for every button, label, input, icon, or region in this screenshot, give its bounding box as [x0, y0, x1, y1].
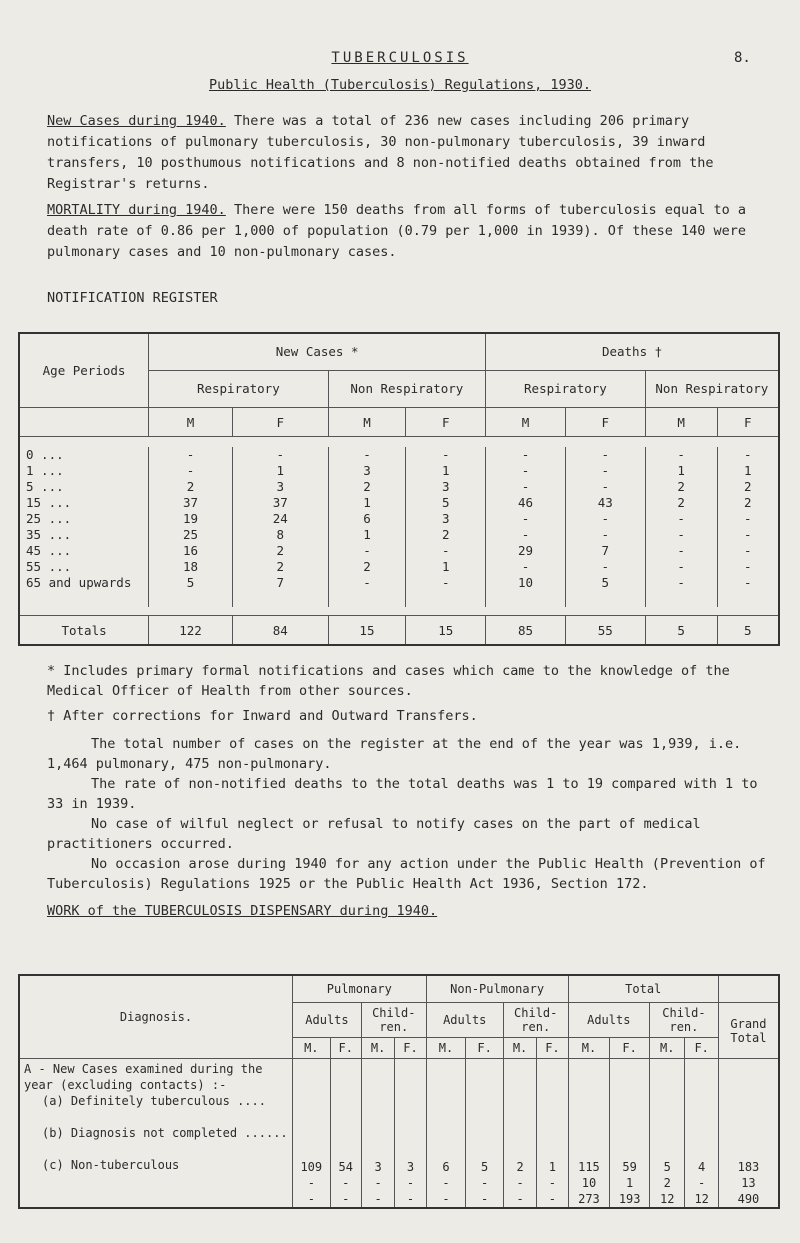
- page-number: 8.: [734, 50, 751, 66]
- table-cell: 19: [149, 511, 233, 527]
- table-cell: -: [232, 447, 328, 463]
- deaths-header: Deaths †: [486, 333, 779, 371]
- totals-cell: 5: [717, 616, 779, 646]
- table-cell: -: [717, 511, 779, 527]
- respiratory-header: Respiratory: [149, 371, 328, 408]
- dispensary-work-table: [18, 974, 780, 1209]
- m-header: M.: [649, 1038, 684, 1059]
- table-cell: 37: [232, 495, 328, 511]
- totals-cell: 85: [486, 616, 566, 646]
- m-header: M.: [426, 1038, 466, 1059]
- table-cell: 1: [406, 463, 486, 479]
- adults-header: Adults: [426, 1003, 503, 1038]
- table-cell: -: [645, 575, 717, 607]
- value-column: 115 10 273: [568, 1059, 610, 1209]
- table-cell: -: [565, 511, 645, 527]
- table-cell: -: [717, 543, 779, 559]
- table-cell: 10: [486, 575, 566, 607]
- footnote-dagger: † After corrections for Inward and Outward Transfers.: [47, 708, 478, 724]
- diagnosis-header: Diagnosis.: [19, 975, 293, 1059]
- non-respiratory-header: Non Respiratory: [328, 371, 486, 408]
- value-column: 3 - -: [361, 1059, 394, 1209]
- f-header: F.: [466, 1038, 504, 1059]
- table-cell: 2: [149, 479, 233, 495]
- table-cell: 5: [149, 575, 233, 607]
- age-cell: 15 ...: [19, 495, 149, 511]
- register-total-paragraph: The total number of cases on the register at the end of the year was 1,939, i.e. 1,464 pulmonary, 475 non-pulmonary.: [47, 736, 742, 772]
- footnote-asterisk: * Includes primary formal notifications and cases which came to the knowledge of the Medical Officer of Health from other sources.: [47, 663, 730, 699]
- table-cell: -: [149, 447, 233, 463]
- total-header: Total: [568, 975, 718, 1003]
- table-cell: -: [406, 447, 486, 463]
- regulations-action-paragraph: No occasion arose during 1940 for any action under the Public Health (Prevention of Tuberculosis) Regulations 1925 or the Public Health Act 1936, Section 172.: [47, 856, 766, 892]
- table-cell: 1: [328, 495, 406, 511]
- f-header: F.: [395, 1038, 426, 1059]
- value-column: 59 1 193: [610, 1059, 650, 1209]
- adults-header: Adults: [568, 1003, 649, 1038]
- table-cell: -: [645, 511, 717, 527]
- table-cell: -: [486, 527, 566, 543]
- value-column: 4 - 12: [685, 1059, 718, 1209]
- pulmonary-header: Pulmonary: [293, 975, 427, 1003]
- children-header: Child-ren.: [649, 1003, 718, 1038]
- register-notes: [47, 734, 777, 894]
- table-cell: 3: [406, 511, 486, 527]
- m-header: M.: [361, 1038, 394, 1059]
- f-header: F: [717, 408, 779, 437]
- table-cell: -: [717, 447, 779, 463]
- table-cell: -: [486, 559, 566, 575]
- age-periods-header: Age Periods: [19, 333, 149, 408]
- totals-label: Totals: [19, 616, 149, 646]
- age-cell: 25 ...: [19, 511, 149, 527]
- table-cell: -: [565, 559, 645, 575]
- table-cell: 46: [486, 495, 566, 511]
- table-cell: 8: [232, 527, 328, 543]
- totals-cell: 122: [149, 616, 233, 646]
- table-cell: 7: [232, 575, 328, 607]
- table-cell: 25: [149, 527, 233, 543]
- new-cases-paragraph: [47, 111, 767, 195]
- m-header: M: [328, 408, 406, 437]
- value-column: 6 - -: [426, 1059, 466, 1209]
- table-cell: -: [406, 575, 486, 607]
- non-notified-rate-paragraph: The rate of non-notified deaths to the total deaths was 1 to 19 compared with 1 to 33 in 1939.: [47, 776, 758, 812]
- table-cell: 29: [486, 543, 566, 559]
- row-a1-label: (a) Definitely tuberculous ....: [42, 1094, 266, 1108]
- table-cell: 2: [328, 479, 406, 495]
- table-cell: 43: [565, 495, 645, 511]
- age-cell: 5 ...: [19, 479, 149, 495]
- value-column: 2 - -: [503, 1059, 536, 1209]
- non-pulmonary-header: Non-Pulmonary: [426, 975, 568, 1003]
- table-cell: 2: [717, 479, 779, 495]
- table-cell: 1: [232, 463, 328, 479]
- table-cell: 2: [406, 527, 486, 543]
- f-header: F.: [537, 1038, 568, 1059]
- totals-cell: 15: [328, 616, 406, 646]
- value-column: 5 - -: [466, 1059, 504, 1209]
- wilful-neglect-paragraph: No case of wilful neglect or refusal to notify cases on the part of medical practitioners occurred.: [47, 816, 701, 852]
- table-cell: -: [645, 527, 717, 543]
- table-cell: -: [486, 511, 566, 527]
- table-cell: 3: [406, 479, 486, 495]
- table-cell: -: [328, 575, 406, 607]
- children-header: Child-ren.: [503, 1003, 568, 1038]
- value-column: 3 - -: [395, 1059, 426, 1209]
- table-cell: -: [565, 447, 645, 463]
- new-cases-heading: New Cases during 1940.: [47, 113, 226, 129]
- regulations-subtitle: Public Health (Tuberculosis) Regulations, 1930.: [208, 77, 591, 93]
- f-header: F: [565, 408, 645, 437]
- age-cell: 55 ...: [19, 559, 149, 575]
- totals-cell: 84: [232, 616, 328, 646]
- table-cell: 3: [232, 479, 328, 495]
- table-cell: -: [328, 447, 406, 463]
- row-a2-label: (b) Diagnosis not completed ......: [42, 1126, 288, 1140]
- non-respiratory-header: Non Respiratory: [645, 371, 779, 408]
- f-header: F.: [685, 1038, 718, 1059]
- dispensary-heading: WORK of the TUBERCULOSIS DISPENSARY during 1940.: [47, 903, 438, 919]
- table-cell: 24: [232, 511, 328, 527]
- diagnosis-cell: [19, 1059, 293, 1209]
- table-cell: -: [645, 559, 717, 575]
- mortality-heading: MORTALITY during 1940.: [47, 202, 226, 218]
- table-cell: -: [565, 463, 645, 479]
- table-cell: 2: [717, 495, 779, 511]
- table-cell: 2: [232, 559, 328, 575]
- respiratory-header: Respiratory: [486, 371, 646, 408]
- table-cell: 2: [232, 543, 328, 559]
- totals-cell: 5: [645, 616, 717, 646]
- row-a3-label: (c) Non-tuberculous: [42, 1158, 180, 1172]
- f-header: F.: [610, 1038, 650, 1059]
- value-column: 1 - -: [537, 1059, 568, 1209]
- m-header: M.: [568, 1038, 610, 1059]
- table-cell: 1: [406, 559, 486, 575]
- age-cell: 65 and upwards: [19, 575, 149, 607]
- table-cell: -: [645, 447, 717, 463]
- totals-cell: 15: [406, 616, 486, 646]
- table-cell: -: [565, 527, 645, 543]
- table-cell: -: [717, 527, 779, 543]
- m-header: M.: [293, 1038, 331, 1059]
- table-cell: 2: [328, 559, 406, 575]
- adults-header: Adults: [293, 1003, 362, 1038]
- table-cell: 5: [406, 495, 486, 511]
- table-cell: -: [717, 559, 779, 575]
- table-cell: 2: [645, 495, 717, 511]
- table-cell: -: [645, 543, 717, 559]
- value-column: 54 - -: [330, 1059, 361, 1209]
- table-cell: -: [486, 463, 566, 479]
- m-header: M: [486, 408, 566, 437]
- table-cell: -: [149, 463, 233, 479]
- table-cell: 1: [328, 527, 406, 543]
- table-cell: 1: [717, 463, 779, 479]
- f-header: F.: [330, 1038, 361, 1059]
- table-cell: 18: [149, 559, 233, 575]
- table-cell: 3: [328, 463, 406, 479]
- table-cell: -: [486, 447, 566, 463]
- value-column: 109 - -: [293, 1059, 331, 1209]
- children-header: Child-ren.: [361, 1003, 426, 1038]
- table-cell: -: [328, 543, 406, 559]
- table-cell: 2: [645, 479, 717, 495]
- age-cell: 1 ...: [19, 463, 149, 479]
- register-heading: NOTIFICATION REGISTER: [47, 290, 218, 306]
- page-title: TUBERCULOSIS: [331, 50, 469, 66]
- grand-total-column: 183 13 490: [718, 1059, 779, 1209]
- value-column: 5 2 12: [649, 1059, 684, 1209]
- table-cell: -: [565, 479, 645, 495]
- m-header: M: [149, 408, 233, 437]
- table-cell: 6: [328, 511, 406, 527]
- table-cell: -: [406, 543, 486, 559]
- age-cell: 45 ...: [19, 543, 149, 559]
- table-cell: 5: [565, 575, 645, 607]
- mortality-text: There were 150 deaths from all forms of tuberculosis equal to a death rate of 0.86 per 1,000 of population (0.79 per 1,000 in 1939). Of these 140 were pulmonary cases and 10 non-pulmonary cases.: [47, 202, 746, 260]
- f-header: F: [406, 408, 486, 437]
- table-cell: 1: [645, 463, 717, 479]
- m-header: M.: [503, 1038, 536, 1059]
- age-cell: 35 ...: [19, 527, 149, 543]
- age-cell: 0 ...: [19, 447, 149, 463]
- f-header: F: [232, 408, 328, 437]
- new-cases-header: New Cases *: [149, 333, 486, 371]
- notification-register-table: [18, 332, 780, 646]
- totals-cell: 55: [565, 616, 645, 646]
- table-cell: -: [717, 575, 779, 607]
- table-cell: 16: [149, 543, 233, 559]
- grand-total-header: Grand Total: [718, 1003, 779, 1059]
- mortality-paragraph: [47, 200, 767, 263]
- table-cell: -: [486, 479, 566, 495]
- table-cell: 7: [565, 543, 645, 559]
- new-cases-text: There was a total of 236 new cases including 206 primary notifications of pulmonary tuberculosis, 30 non-pulmonary tuberculosis, 39 inward transfers, 10 posthumous notifications and 8 non-notified deaths obtained from the Registrar's returns.: [47, 113, 714, 192]
- row-a-label: A - New Cases examined during the year (excluding contacts) :-: [24, 1062, 263, 1092]
- m-header: M: [645, 408, 717, 437]
- table-cell: 37: [149, 495, 233, 511]
